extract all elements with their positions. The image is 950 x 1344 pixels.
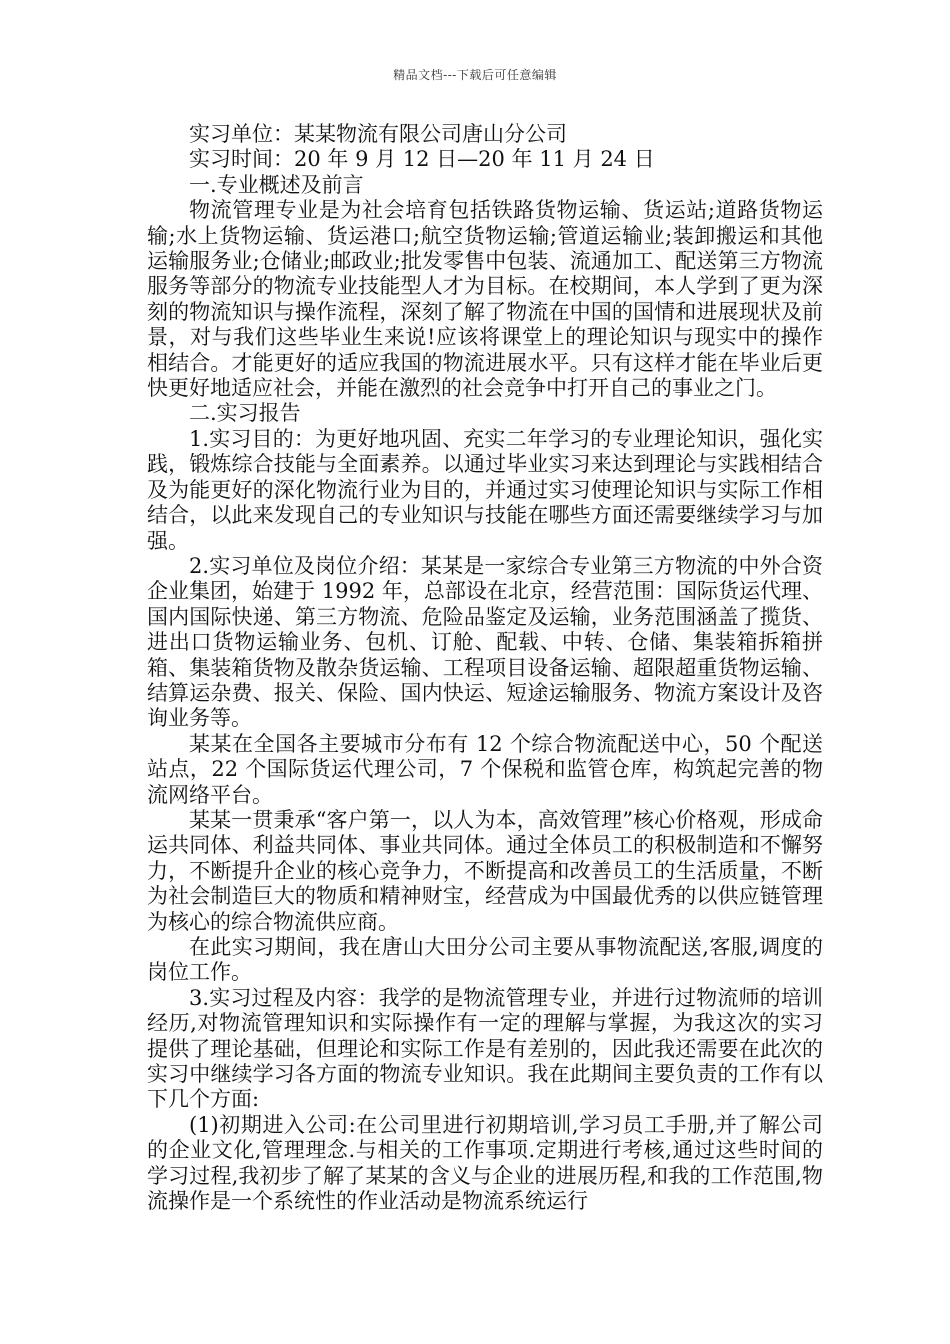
document-body bbox=[147, 122, 823, 1214]
section-heading-report: 二.实习报告 bbox=[189, 401, 301, 426]
internship-time-line: 实习时间：20 年 9 月 12 日—20 年 11 月 24 日 bbox=[189, 147, 655, 172]
header-note: 精品文档---下载后可任意编辑 bbox=[393, 68, 557, 82]
paragraph-purpose: 1.实习目的：为更好地巩固、充实二年学习的专业理论知识，强化实践，锻炼综合技能与全面素养。以通过毕业实习来达到理论与实践相结合及为能更好的深化物流行业为目的，并通过实习使理论知识与实际工作相结合，以此来发现自己的专业知识与技能在哪些方面还需要继续学习与加强。 bbox=[147, 426, 823, 553]
paragraph-role: 在此实习期间，我在唐山大田分公司主要从事物流配送,客服,调度的岗位工作。 bbox=[147, 935, 823, 985]
section-heading-overview: 一.专业概述及前言 bbox=[189, 172, 364, 197]
paragraph-unit-intro: 2.实习单位及岗位介绍：某某是一家综合专业第三方物流的中外合资企业集团，始建于 1992 年，总部设在北京，经营范围：国际货运代理、国内国际快递、第三方物流、危险品鉴定及运输，业务范围涵盖了揽货、进出口货物运输业务、包机、订舱、配载、中转、仓储、集装箱拆箱拼箱、集装箱货物及散杂货运输、工程项目设备运输、超限超重货物运输、结算运杂费、报关、保险、国内快运、短途运输服务、物流方案设计及咨询业务等。 bbox=[147, 553, 823, 731]
paragraph-process: 3.实习过程及内容：我学的是物流管理专业，并进行过物流师的培训经历,对物流管理知识和实际操作有一定的理解与掌握，为我这次的实习提供了理论基础，但理论和实际工作是有差别的，因此我还需要在此次的实习中继续学习各方面的物流专业知识。我在此期间主要负责的工作有以下几个方面: bbox=[147, 985, 823, 1112]
paragraph-initial-stage: (1)初期进入公司:在公司里进行初期培训,学习员工手册,并了解公司的企业文化,管理理念.与相关的工作事项.定期进行考核,通过这些时间的学习过程,我初步了解了某某的含义与企业的进展历程,和我的工作范围,物流操作是一个系统性的作业活动是物流系统运行 bbox=[147, 1112, 823, 1214]
paragraph-overview: 物流管理专业是为社会培育包括铁路货物运输、货运站;道路货物运输;水上货物运输、货运港口;航空货物运输;管道运输业;装卸搬运和其他运输服务业;仓储业;邮政业;批发零售中包装、流通加工、配送第三方物流服务等部分的物流专业技能型人才为目标。在校期间，本人学到了更为深刻的物流知识与操作流程，深刻了解了物流在中国的国情和进展现状及前景，对与我们这些毕业生来说!应该将课堂上的理论知识与现实中的操作相结合。才能更好的适应我国的物流进展水平。只有这样才能在毕业后更快更好地适应社会，并能在激烈的社会竞争中打开自己的事业之门。 bbox=[147, 198, 823, 401]
paragraph-network: 某某在全国各主要城市分布有 12 个综合物流配送中心，50 个配送站点，22 个国际货运代理公司，7 个保税和监管仓库，构筑起完善的物流网络平台。 bbox=[147, 731, 823, 807]
paragraph-values: 某某一贯秉承“客户第一，以人为本，高效管理”核心价格观，形成命运共同体、利益共同体、事业共同体。通过全体员工的积极制造和不懈努力，不断提升企业的核心竞争力，不断提高和改善员工的生活质量，不断为社会制造巨大的物质和精神财宝，经营成为中国最优秀的以供应链管理为核心的综合物流供应商。 bbox=[147, 807, 823, 934]
internship-unit-line: 实习单位：某某物流有限公司唐山分公司 bbox=[189, 122, 567, 146]
